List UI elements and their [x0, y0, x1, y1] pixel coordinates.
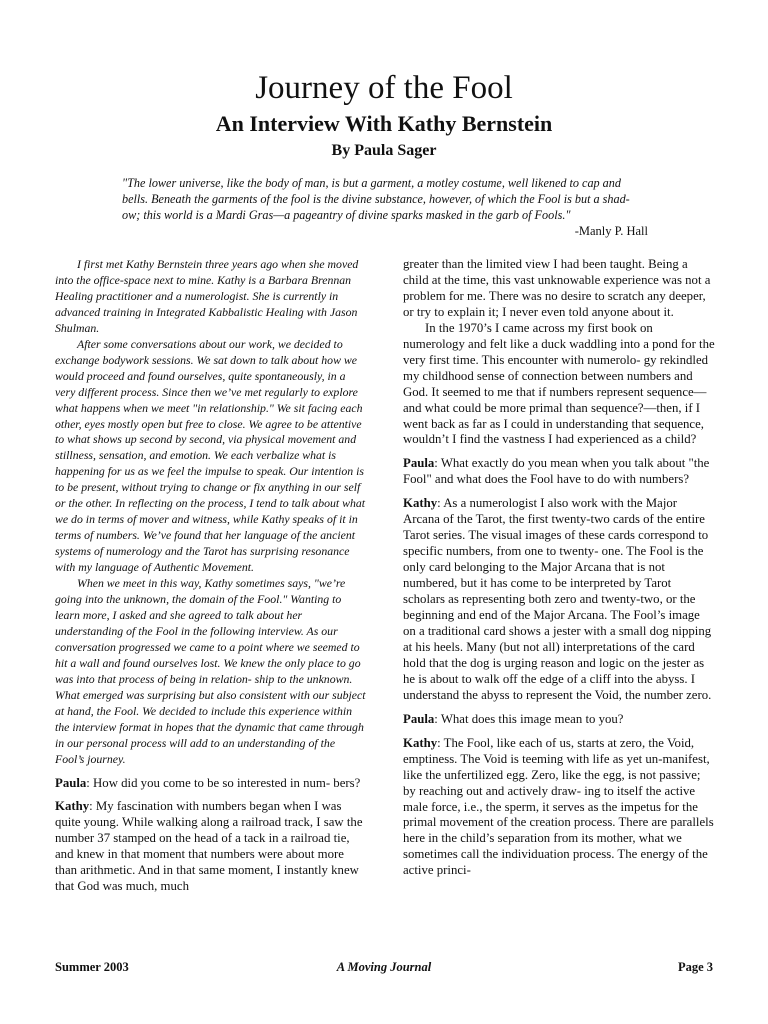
article-subtitle: An Interview With Kathy Bernstein [215, 111, 553, 136]
answer-paragraph-2: In the 1970’s I came across my first book on numerology and felt like a duck waddling into a pond for the very first time. This encounter with numerolo- gy rekindled my childhood sense of connection between numbers and God. It seemed to me that if numbers represent sequence—and what could be more primal than sequence?—then, if I went back as far as I could in understanding that sequence, wouldn’t I find the vastness I had experienced as a child? [403, 320, 715, 447]
question-text: : What does this image mean to you? [434, 711, 624, 726]
speaker-label-paula: Paula [55, 775, 87, 790]
speaker-label-kathy: Kathy [403, 496, 438, 511]
answer-continued: greater than the limited view I had been taught. Being a child at the time, this vast unknowable experience was not a problem for me. There was no desire to scratch any deeper, or try to explain it; I never even told anyone about it. [403, 257, 711, 319]
speaker-label-kathy: Kathy [55, 799, 90, 814]
right-column [403, 257, 715, 879]
left-column [55, 257, 367, 895]
speaker-label-paula: Paula [403, 711, 435, 726]
article-title: Journey of the Fool [255, 70, 513, 106]
epigraph-attribution: -Manly P. Hall [574, 224, 648, 238]
intro-paragraph-2: After some conversations about our work, we decided to exchange bodywork sessions. We sat down to talk about how we would proceed and found ourselves, quite spontaneously, in a very different process. Since then we’ve met regularly to explore what happens when we meet "in relationship." We sit facing each other, eyes mostly open but free to close. We agree to be attentive to what shows up second by second, via physical movement and stillness, sensation, and emotion. We each verbalize what is happening for us as we feel the impulse to speak. Our intention is to be present, without trying to change or fix anything in our self or the other. In reflecting on the process, I tend to talk about what we do in terms of mover and witness, while Kathy speaks of it in terms of numbers. We’ve found that her language of the ancient systems of numerology and the Tarot has surprising resonance with my language of Authentic Movement. [55, 336, 366, 575]
footer-issue: Summer 2003 [55, 960, 129, 974]
footer-journal-name: A Moving Journal [336, 960, 432, 974]
question-text: : How did you come to be so interested in num- bers? [86, 775, 361, 790]
speaker-label-paula: Paula [403, 456, 435, 471]
intro-paragraph-3: When we meet in this way, Kathy sometimes says, "we’re going into the unknown, the domain of the Fool." Wanting to learn more, I asked and she agreed to talk about her understanding of the Fool in the following interview. As our conversation progressed we came to a point where we seemed to hit a wall and found ourselves lost. We knew the only place to go was into that process of being in relation- ship to the unknown. What emerged was surprising but also consistent with our subject at hand, the Fool. We decided to include this experience within the interview format in hopes that the dynamic that came through in our personal process will add to an understanding of the Fool’s journey. [55, 576, 366, 766]
answer-paragraph [403, 496, 715, 703]
page-footer [55, 958, 713, 976]
question-paragraph [403, 712, 715, 728]
question-paragraph [403, 456, 715, 488]
answer-text: : My fascination with numbers began when I was quite young. While walking along a railroad track, I saw the number 37 stamped on the head of a tack in a railroad tie, and knew in that moment that numbers were about more than arithmetic. And in that same moment, I instantly knew that God was much, much [55, 799, 363, 894]
answer-text: : The Fool, like each of us, starts at zero, the Void, emptiness. The Void is teeming with life as yet un-manifest, like the unfertilized egg. Zero, like the egg, is not passive; by reaching out and actively draw- ing to itself the active male force, i.e., the sperm, it serves as the impetus for the primal movement of the creation process. There are parallels here in the child’s separation from its mother, what we sometimes call the individuation process. The energy of the active princi- [403, 735, 714, 878]
answer-paragraph [403, 736, 715, 880]
question-paragraph [55, 776, 367, 792]
answer-text: : As a numerologist I also work with the Major Arcana of the Tarot, the first twenty-two cards of the entire Tarot series. The visual images of these cards correspond to specific numbers, from one to twenty- one. The Fool is the only card belonging to the Major Arcana that is not numbered, but it has come to be interpreted by Tarot scholars as representing both zero and twenty-two, or the beginning and end of the Major Arcana. The Fool’s image on a traditional card shows a jester with a small dog nipping at his heels. Many (but not all) interpretations of the card hold that the dog is urging reason and logic on the jester as he is about to walk off the edge of a cliff into the abyss. I understand the abyss to represent the Void, the number zero. [403, 496, 712, 702]
speaker-label-kathy: Kathy [403, 735, 438, 750]
footer-page-number: Page 3 [677, 960, 713, 974]
question-text: : What exactly do you mean when you talk about "the Fool" and what does the Fool have to do with numbers? [403, 456, 710, 487]
article-byline: By Paula Sager [331, 142, 437, 159]
answer-paragraph [55, 799, 367, 895]
intro-paragraph-1: I first met Kathy Bernstein three years ago when she moved into the office-space next to mine. Kathy is a Barbara Brennan Healing practitioner and a numerologist. She is currently in advanced training in Integrated Kabbalistic Healing with Jason Shulman. [55, 257, 359, 335]
epigraph-quote: "The lower universe, like the body of man, is but a garment, a motley costume, well likened to cap and bells. Beneath the garments of the fool is the divine substance, however, of which the Fool is but a shad- ow; this world is a Mardi Gras—a pageantry of divine sparks masked in the garb of Fools." [122, 176, 630, 222]
